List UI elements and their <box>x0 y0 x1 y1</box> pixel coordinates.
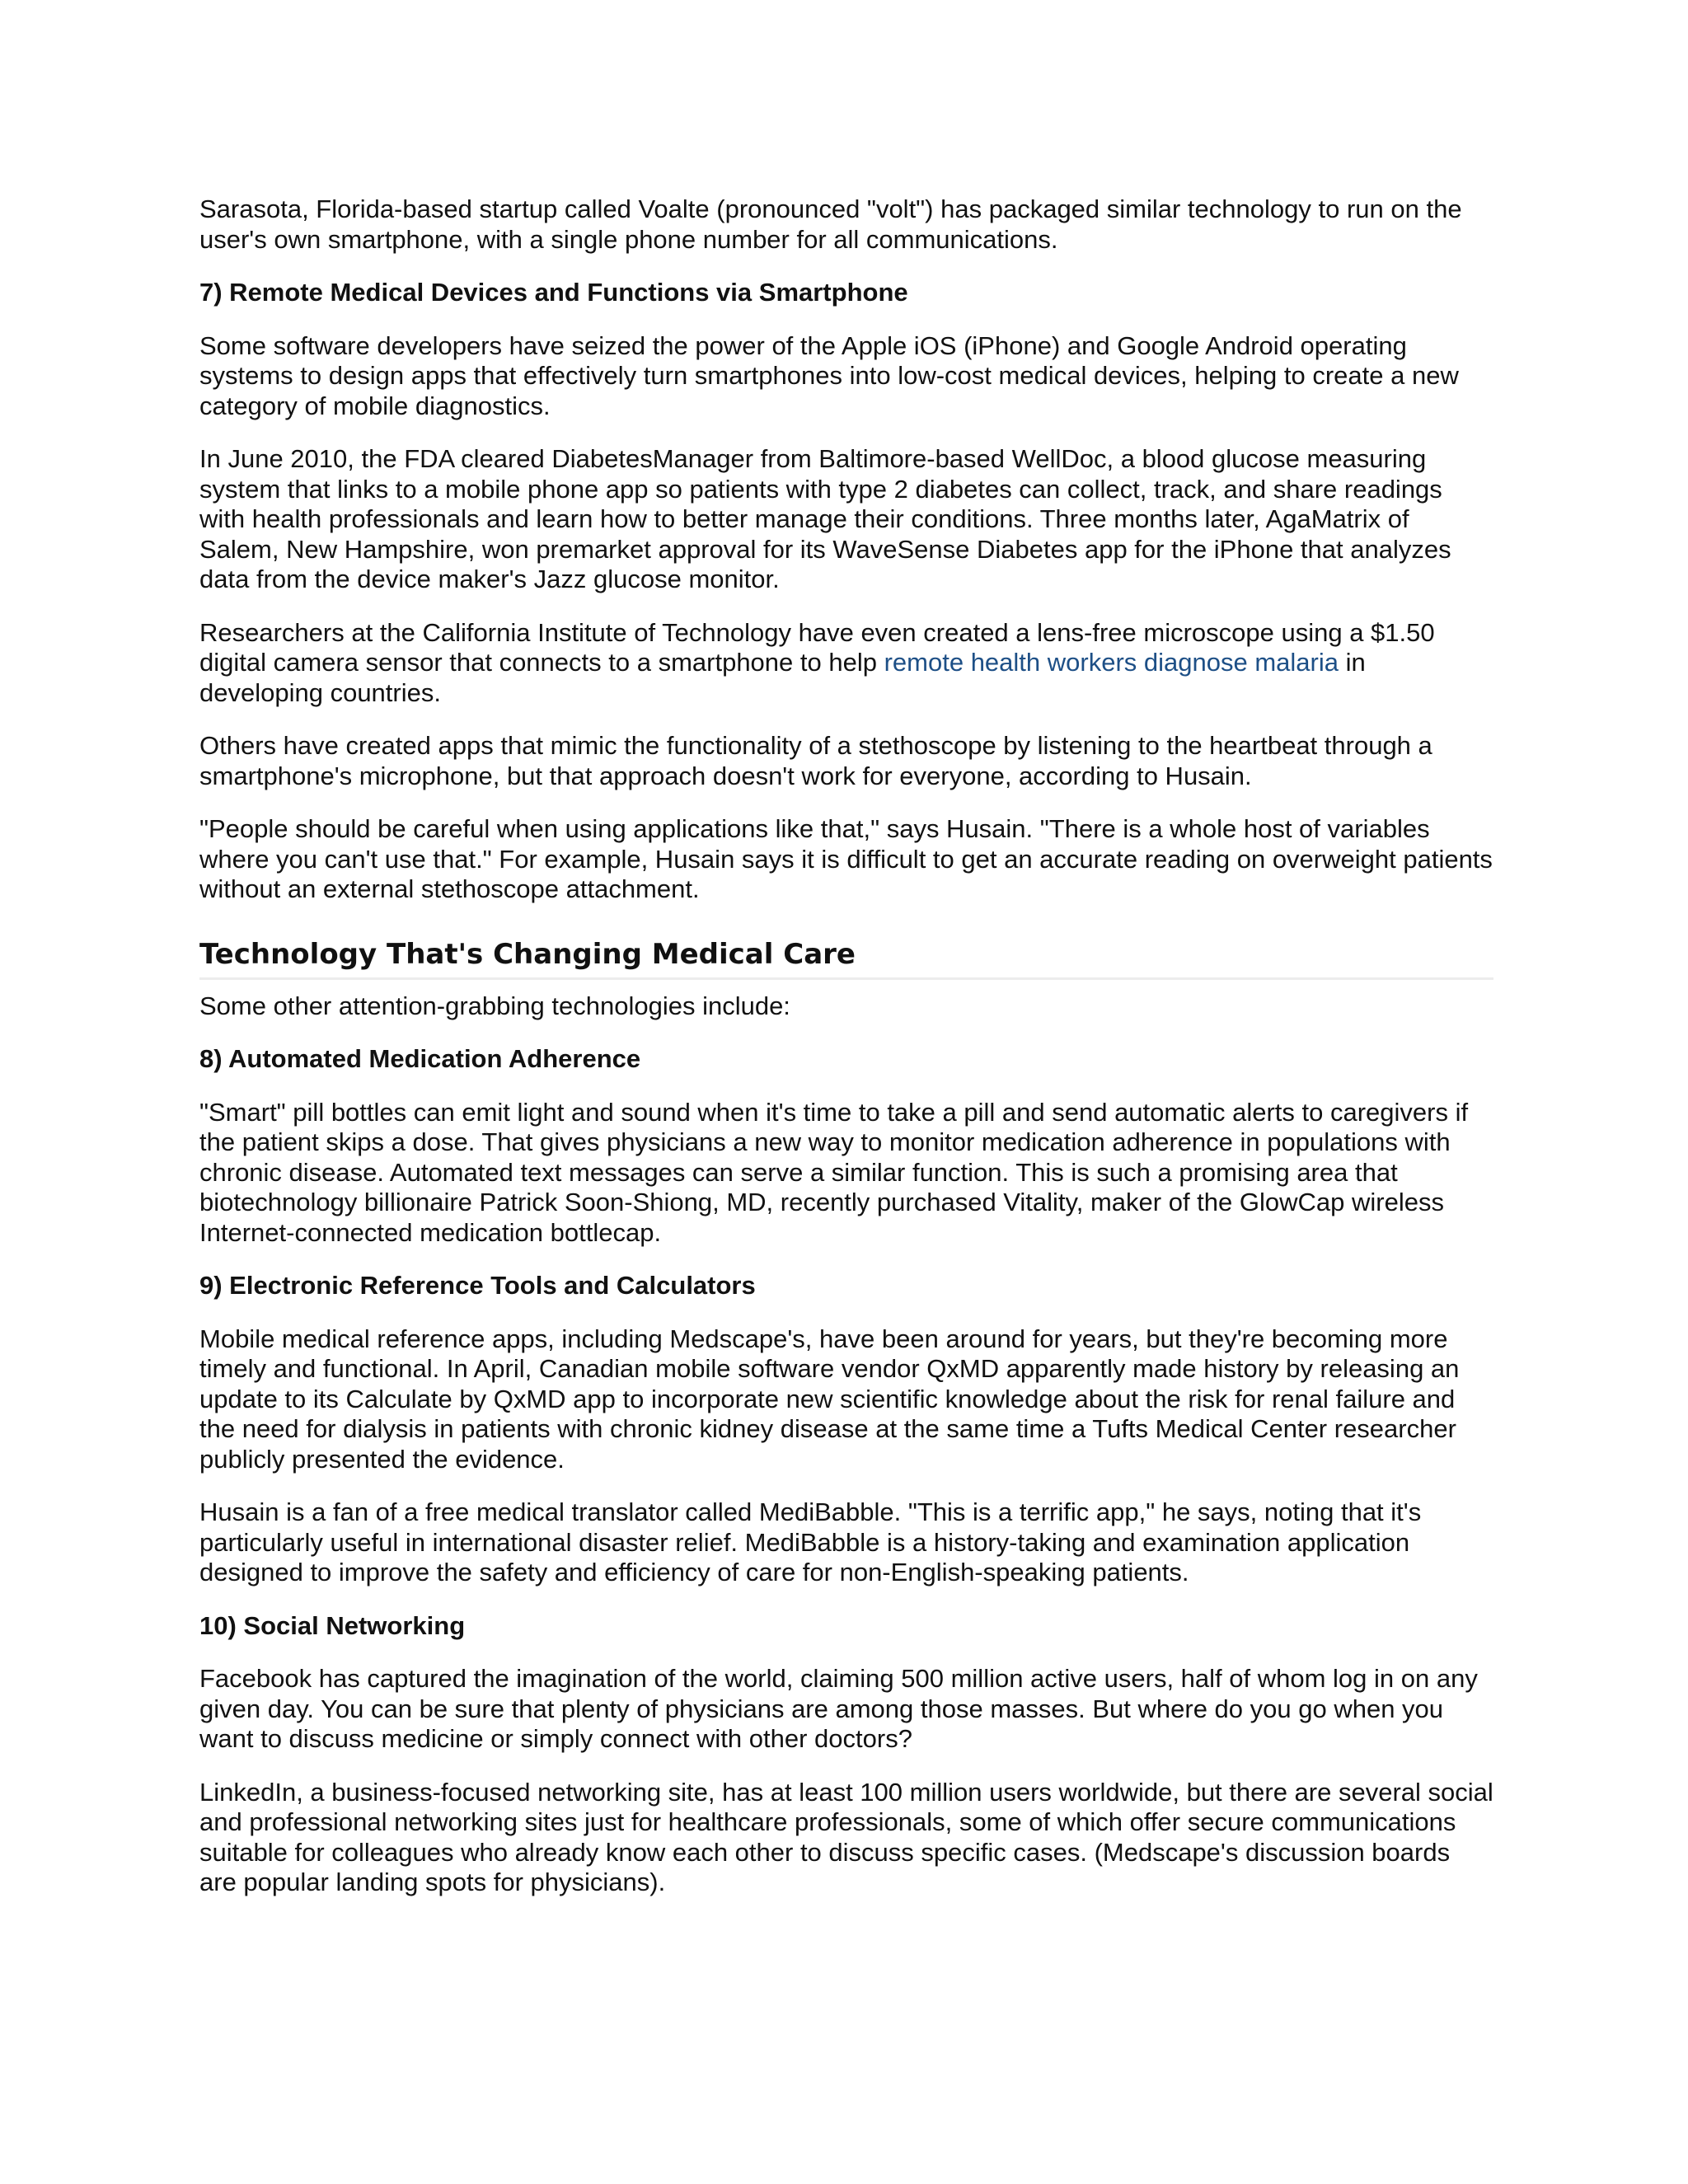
subheading-medication-adherence: 8) Automated Medication Adherence <box>199 1044 641 1073</box>
intro-paragraph: Sarasota, Florida-based startup called Voalte (pronounced "volt") has packaged similar technology to run on the user's own smartphone, with a single phone number for all communications. <box>199 194 1462 254</box>
section-intro-paragraph: Some other attention-grabbing technologies include: <box>199 991 790 1020</box>
malaria-diagnosis-link[interactable]: remote health workers diagnose malaria <box>884 648 1339 677</box>
paragraph-husain-quote: "People should be careful when using applications like that," says Husain. "There is a whole host of variables where you can't use that." For example, Husain says it is difficult to get an accurate reading on overweight patients without an external stethoscope attachment. <box>199 814 1493 903</box>
paragraph-facebook: Facebook has captured the imagination of the world, claiming 500 million active users, half of whom log in on any given day. You can be sure that plenty of physicians are among those masses. But where do you go when you want to discuss medicine or simply connect with other doctors? <box>199 1664 1478 1753</box>
paragraph-diabetes-apps: In June 2010, the FDA cleared DiabetesManager from Baltimore-based WellDoc, a blood glucose measuring system that links to a mobile phone app so patients with type 2 diabetes can collect, track, and share readings with health professionals and learn how to better manage their conditions. Three months later, AgaMatrix of Salem, New Hampshire, won premarket approval for its WaveSense Diabetes app for the iPhone that analyzes data from the device maker's Jazz glucose monitor. <box>199 444 1451 593</box>
section-heading: Technology That's Changing Medical Care <box>199 936 1493 980</box>
paragraph-reference-apps: Mobile medical reference apps, including Medscape's, have been around for years, but they're becoming more timely and functional. In April, Canadian mobile software vendor QxMD apparently made history by releasing an update to its Calculate by QxMD app to incorporate new scientific knowledge about the risk for renal failure and the need for dialysis in patients with chronic kidney disease at the same time a Tufts Medical Center researcher publicly presented the evidence. <box>199 1324 1460 1474</box>
paragraph-stethoscope-apps: Others have created apps that mimic the functionality of a stethoscope by listening to the heartbeat through a smartphone's microphone, but that approach doesn't work for everyone, according to Husain. <box>199 731 1432 790</box>
paragraph-smartphone-devices: Some software developers have seized the power of the Apple iOS (iPhone) and Google Android operating systems to design apps that effectively turn smartphones into low-cost medical devices, helping to create a new category of mobile diagnostics. <box>199 330 1459 420</box>
paragraph-microscope-text-after: in developing countries. <box>199 648 1366 707</box>
paragraph-medibabble: Husain is a fan of a free medical translator called MediBabble. "This is a terrific app," he says, noting that it's particularly useful in international disaster relief. MediBabble is a history-taking and examination application designed to improve the safety and efficiency of care for non-English-speaking patients. <box>199 1497 1422 1586</box>
paragraph-microscope <box>199 618 1493 709</box>
subheading-remote-medical-devices: 7) Remote Medical Devices and Functions via Smartphone <box>199 278 908 307</box>
paragraph-microscope-text-before: Researchers at the California Institute of Technology have even created a lens-free microscope using a $1.50 digital camera sensor that connects to a smartphone to help <box>199 617 1435 677</box>
paragraph-linkedin: LinkedIn, a business-focused networking site, has at least 100 million users worldwide, but there are several social and professional networking sites just for healthcare professionals, some of which offer secure communications suitable for colleagues who already know each other to discuss specific cases. (Medscape's discussion boards are popular landing spots for physicians). <box>199 1777 1493 1896</box>
subheading-reference-tools: 9) Electronic Reference Tools and Calculators <box>199 1271 756 1300</box>
subheading-social-networking: 10) Social Networking <box>199 1610 466 1640</box>
paragraph-pill-bottles: "Smart" pill bottles can emit light and sound when it's time to take a pill and send automatic alerts to caregivers if the patient skips a dose. That gives physicians a new way to monitor medication adherence in populations with chronic disease. Automated text messages can serve a similar function. This is such a promising area that biotechnology billionaire Patrick Soon-Shiong, MD, recently purchased Vitality, maker of the GlowCap wireless Internet-connected medication bottlecap. <box>199 1097 1469 1247</box>
article-body <box>199 194 1493 1921</box>
